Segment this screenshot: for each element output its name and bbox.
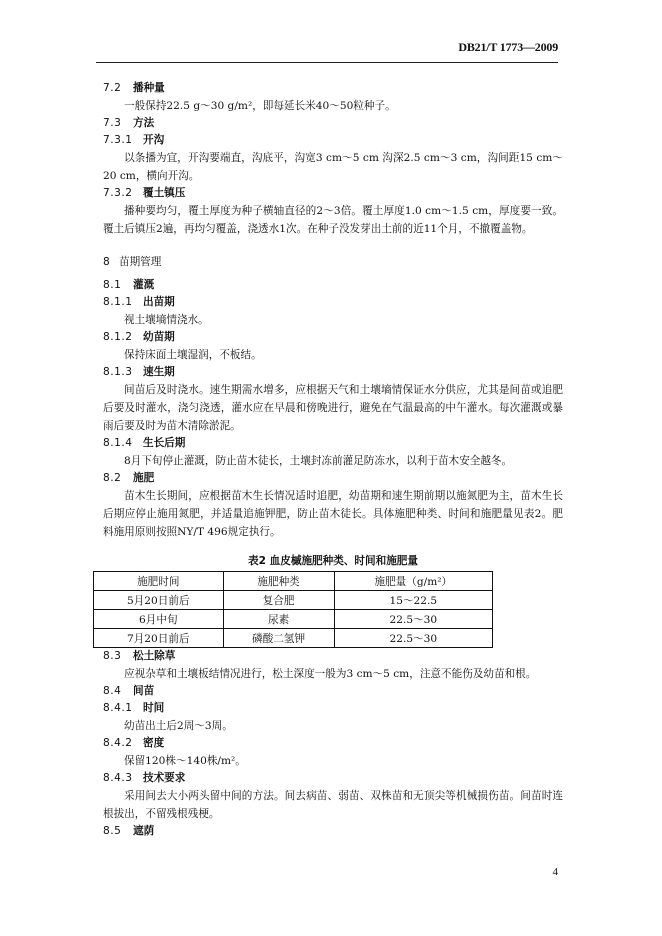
heading-8 (103, 254, 563, 271)
table-header-row (94, 572, 493, 591)
section-title: 开沟 (143, 134, 165, 146)
section-title: 密度 (143, 737, 165, 749)
heading-8-4 (103, 683, 563, 700)
table-header-cell: 施肥种类 (223, 572, 334, 591)
table-cell: 6月中旬 (94, 610, 224, 629)
section-number: 8.4.1 (103, 702, 133, 714)
section-title: 播种量 (133, 82, 165, 94)
paragraph-8-4-1: 幼苗出土后2周～3周。 (124, 720, 233, 732)
heading-8-4-1 (103, 700, 563, 717)
heading-8-1-1 (103, 294, 563, 311)
paragraph-8-1-2: 保持床面土壤湿润，不板结。 (124, 349, 262, 361)
paragraph-7-2: 一般保持22.5 g～30 g/m²，即每延长米40～50粒种子。 (124, 100, 396, 112)
section-number: 8.1.3 (103, 366, 133, 378)
heading-8-5 (103, 823, 563, 840)
heading-8-4-3 (103, 770, 563, 787)
table-cell: 复合肥 (223, 591, 334, 610)
table-row (94, 591, 493, 610)
heading-8-1-3 (103, 364, 563, 381)
header-rule (96, 62, 558, 63)
section-number: 7.2 (103, 82, 122, 94)
paragraph-8-1-4: 8月下旬停止灌溉，防止苗木徒长，土壤封冻前灌足防冻水，以利于苗木安全越冬。 (124, 455, 513, 467)
section-title: 幼苗期 (143, 331, 175, 343)
table-cell: 7月20日前后 (94, 629, 224, 648)
section-title: 松土除草 (133, 650, 176, 662)
paragraph-7-3-2: 播种要均匀，覆土厚度为种子横轴直径的2～3倍。覆土厚度1.0 cm～1.5 cm，厚度要一致。覆土后镇压2遍，再均匀覆盖，浇透水1次。在种子没发芽出土前的近11个月，不撤覆盖物。 (103, 205, 563, 235)
table-cell: 22.5～30 (334, 610, 492, 629)
section-number: 7.3.1 (103, 134, 133, 146)
paragraph-8-1-3: 间苗后及时浇水。速生期需水增多，应根据天气和土壤墒情保证水分供应，尤其是间苗或追肥后要及时灌水，浇匀浇透，灌水应在早晨和傍晚进行，避免在气温最高的中午灌水。每次灌溉或暴雨后要及时为苗木清除淤泥。 (103, 384, 563, 432)
section-title: 施肥 (133, 472, 155, 484)
fertilizer-table (93, 571, 493, 648)
section-title: 时间 (143, 702, 165, 714)
heading-7-3 (103, 115, 563, 132)
heading-8-2 (103, 470, 563, 487)
section-title: 苗期管理 (119, 256, 162, 268)
table-cell: 5月20日前后 (94, 591, 224, 610)
heading-8-4-2 (103, 735, 563, 752)
section-number: 8.4 (103, 685, 122, 697)
table-cell: 磷酸二氢钾 (223, 629, 334, 648)
table-header-cell: 施肥量（g/m²） (334, 572, 492, 591)
section-number: 8.4.2 (103, 737, 133, 749)
section-number: 8.1.4 (103, 437, 133, 449)
section-title: 间苗 (133, 685, 155, 697)
table-row (94, 610, 493, 629)
section-number: 8 (103, 256, 111, 268)
page-number: 4 (552, 866, 558, 878)
table-cell: 尿素 (223, 610, 334, 629)
heading-7-3-1 (103, 132, 563, 149)
section-number: 8.1.1 (103, 296, 133, 308)
heading-7-2 (103, 80, 563, 97)
section-title: 速生期 (143, 366, 175, 378)
paragraph-7-3-1: 以条播为宜，开沟要端直，沟底平，沟宽3 cm～5 cm 沟深2.5 cm～3 cm，沟间距15 cm～20 cm，横向开沟。 (103, 152, 563, 182)
paragraph-8-4-3: 采用间去大小两头留中间的方法。间去病苗、弱苗、双株苗和无顶尖等机械损伤苗。间苗时连根拔出，不留残根残梗。 (103, 790, 563, 820)
heading-7-3-2 (103, 185, 563, 202)
section-number: 8.2 (103, 472, 122, 484)
heading-8-1-2 (103, 329, 563, 346)
section-title: 灌溉 (133, 279, 155, 291)
table-cell: 22.5～30 (334, 629, 492, 648)
table-header-cell: 施肥时间 (94, 572, 224, 591)
section-title: 遮荫 (133, 825, 155, 837)
heading-8-1 (103, 277, 563, 294)
paragraph-8-2: 苗木生长期间，应根据苗木生长情况适时追肥，幼苗期和速生期前期以施氮肥为主，苗木生长后期应停止施用氮肥，并适量追施钾肥，防止苗木徒长。具体施肥种类、时间和施肥量见表2。肥料施用原则按照NY/T 496规定执行。 (103, 490, 563, 538)
paragraph-8-1-1: 视土壤墒情浇水。 (124, 314, 209, 326)
section-number: 8.5 (103, 825, 122, 837)
section-title: 技术要求 (143, 772, 186, 784)
heading-8-1-4 (103, 435, 563, 452)
document-code: DB21/T 1773—2009 (458, 40, 558, 54)
paragraph-8-4-2: 保留120株～140株/m²。 (124, 755, 246, 767)
table-caption: 表2 血皮槭施肥种类、时间和施肥量 (248, 555, 418, 567)
section-number: 7.3.2 (103, 187, 133, 199)
table-row (94, 629, 493, 648)
section-title: 方法 (133, 117, 155, 129)
section-title: 生长后期 (143, 437, 186, 449)
page-content (103, 80, 563, 840)
section-number: 7.3 (103, 117, 122, 129)
section-title: 覆土镇压 (143, 187, 186, 199)
section-number: 8.1.2 (103, 331, 133, 343)
paragraph-8-3: 应视杂草和土壤板结情况进行，松土深度一般为3 cm～5 cm，注意不能伤及幼苗和根。 (124, 668, 537, 680)
section-number: 8.3 (103, 650, 122, 662)
table-cell: 15～22.5 (334, 591, 492, 610)
section-number: 8.1 (103, 279, 122, 291)
heading-8-3 (103, 648, 563, 665)
section-title: 出苗期 (143, 296, 175, 308)
section-number: 8.4.3 (103, 772, 133, 784)
